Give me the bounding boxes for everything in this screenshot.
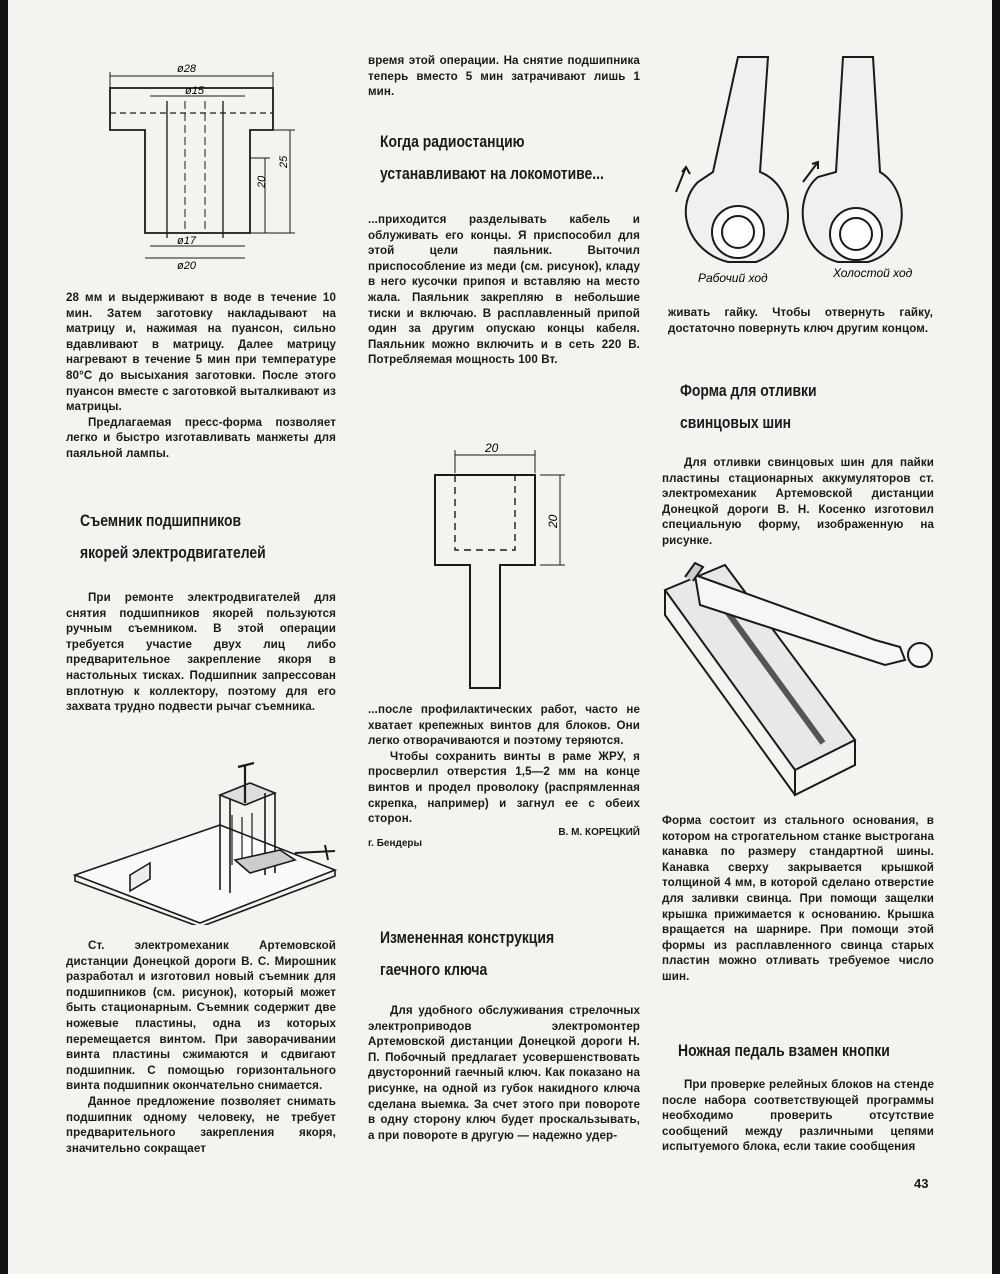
author-place: г. Бендеры xyxy=(368,837,423,849)
left-paragraph-4: Ст. электромеханик Артемовской дистанции Донецкой дороги В. С. Мирошник разработал и изготовил новый съемник для подшипников (см. рисунок), который может быть стационарным. Съемник содержит две ножевые пластины, одна из которых перемещается винтом. При заворачивании винта пластины сжимаются и сдвигают подшипник. С помощью горизонтального винта подшипник окончательно снимается. xyxy=(66,939,336,1093)
dim-h25-label: 25 xyxy=(278,155,290,168)
right-paragraph-4: При проверке релейных блоков на стенде после набора соответствующей программы необходимо проверить отсутствие сообщений между различными цепями испытуемого блока, если такие сообщения xyxy=(662,1078,934,1154)
middle-column-radio xyxy=(368,212,640,368)
idle-stroke-label: Холостой ход xyxy=(833,266,913,280)
middle-paragraph-3: ...после профилактических работ, часто не хватает крепежных винтов для блоков. Они легко отворачиваются и поэтому теряются. xyxy=(368,703,640,748)
wrench-drawing xyxy=(668,52,938,292)
dim-d17-label: ø17 xyxy=(177,235,196,247)
left-column-bottom xyxy=(66,938,336,1156)
heading-bearing-puller: Съемник подшипников якорей электродвигателей xyxy=(80,511,266,562)
page-number: 43 xyxy=(914,1176,929,1191)
middle-paragraph-1: время этой операции. На снятие подшипника теперь вместо 5 мин затрачивают лишь 1 мин. xyxy=(368,54,640,99)
heading-lead-mold: Форма для отливки свинцовых шин xyxy=(680,381,817,432)
right-paragraph-3: Форма состоит из стального основания, в котором на строгательном станке выстрогана канавка по размеру стандартной шины. Канавка сверху закрывается крышкой толщиной 4 мм, в которой сделано отверстие для заливки свинца. При помощи защелки крышка прижимается к основанию. Крышка вращается на шарнире. При помощи этой формы из расплавленного свинца старых пластин можно отливать требуемое число шин. xyxy=(662,814,934,983)
right-column-mold xyxy=(662,455,934,549)
lead-mold-drawing xyxy=(655,555,945,800)
left-paragraph-3: При ремонте электродвигателей для снятия подшипников якорей пользуются ручным съемником. В этой операции требуется участие двух лиц либо предварительное закрепление якоря в настольных тисках. Подшипник запрессован вплотную к коллектору, поэтому для его захвата трудно подвести рычаг съемника. xyxy=(66,591,336,714)
middle-paragraph-5: Для удобного обслуживания стрелочных электроприводов электромонтер Артемовской дистанции Донецкой дороги Н. П. Побочный предлагает усовершенствовать двусторонний гаечный ключ. Как показано на рисунке, на одной из губок накидного ключа сделана выемка. За счет этого при повороте в одну сторону ключ будет проскальзывать, а при повороте в другую — надежно удер- xyxy=(368,1004,640,1142)
press-form-drawing xyxy=(95,58,315,278)
dim-d20-label: ø20 xyxy=(177,260,196,272)
working-stroke-label: Рабочий ход xyxy=(698,271,768,285)
right-paragraph-2: Для отливки свинцовых шин для пайки пластины стационарных аккумуляторов ст. электромеханик Артемовской дистанции Донецкой дороги В. Н. Косенко изготовил специальную форму, изображенную на рисунке. xyxy=(662,456,934,547)
middle-column-top xyxy=(368,53,640,100)
left-paragraph-5: Данное предложение позволяет снимать подшипник одному человеку, не требует предварительного закрепления якоря, значительно сокращает xyxy=(66,1094,336,1155)
left-column-mid xyxy=(66,590,336,715)
heading-wrench: Измененная конструкция гаечного ключа xyxy=(380,928,555,979)
dim-height-label: 20 xyxy=(546,514,560,528)
dim-d28-label: ø28 xyxy=(177,63,196,75)
author-signature: В. М. КОРЕЦКИЙ xyxy=(558,826,640,838)
scan-edge-right xyxy=(992,0,1000,1274)
heading-foot-pedal: Ножная педаль взамен кнопки xyxy=(678,1041,890,1060)
scan-edge-left xyxy=(0,0,8,1274)
middle-paragraph-2: ...приходится разделывать кабель и облуживать его концы. Я приспособил для этой цели паяльник. Выточил приспособление из меди (см. рисунок), кладу в него кусочки припоя и вставляю на место жала. Паяльник закрепляю в небольшие тиски и включаю. В расплавленный припой один за другим опускаю концы кабеля. Паяльник можно включить и в сеть 220 В. Потребляемая мощность 100 Вт. xyxy=(368,213,640,367)
soldering-tip-drawing xyxy=(430,440,580,695)
middle-column-wrench xyxy=(368,1003,640,1143)
left-paragraph-2: Предлагаемая пресс-форма позволяет легко и быстро изготавливать манжеты для паяльной лампы. xyxy=(66,415,336,460)
middle-paragraph-4: Чтобы сохранить винты в раме ЖРУ, я просверлил отверстия 1,5—2 мм на конце винтов и продел проволоку (распрямленная скрепка, например) и загнул ее с обеих сторон. xyxy=(368,749,640,826)
right-column-top xyxy=(668,305,933,336)
bearing-puller-drawing xyxy=(70,755,340,925)
dim-h20-label: 20 xyxy=(256,175,268,188)
left-paragraph-1: 28 мм и выдерживают в воде в течение 10 мин. Затем заготовку накладывают на матрицу и, нажимая на пуансон, сильно вдавливают в матрицу. Далее матрицу нагревают в течение 5 мин при температуре 80°С до высыхания заготовки. После этого пуансон вместе с заготовкой выталкивают из матрицы. xyxy=(66,291,336,414)
dim-width-label: 20 xyxy=(485,441,499,455)
heading-radio-station: Когда радиостанцию устанавливают на локомотиве... xyxy=(380,132,604,183)
left-column-top xyxy=(66,290,336,462)
middle-column-screws xyxy=(368,702,640,849)
right-column-pedal xyxy=(662,1077,934,1155)
right-paragraph-1: живать гайку. Чтобы отвернуть гайку, достаточно повернуть ключ другим концом. xyxy=(668,306,933,335)
right-column-mold-desc xyxy=(662,813,934,985)
dim-d15-label: ø15 xyxy=(185,85,204,97)
